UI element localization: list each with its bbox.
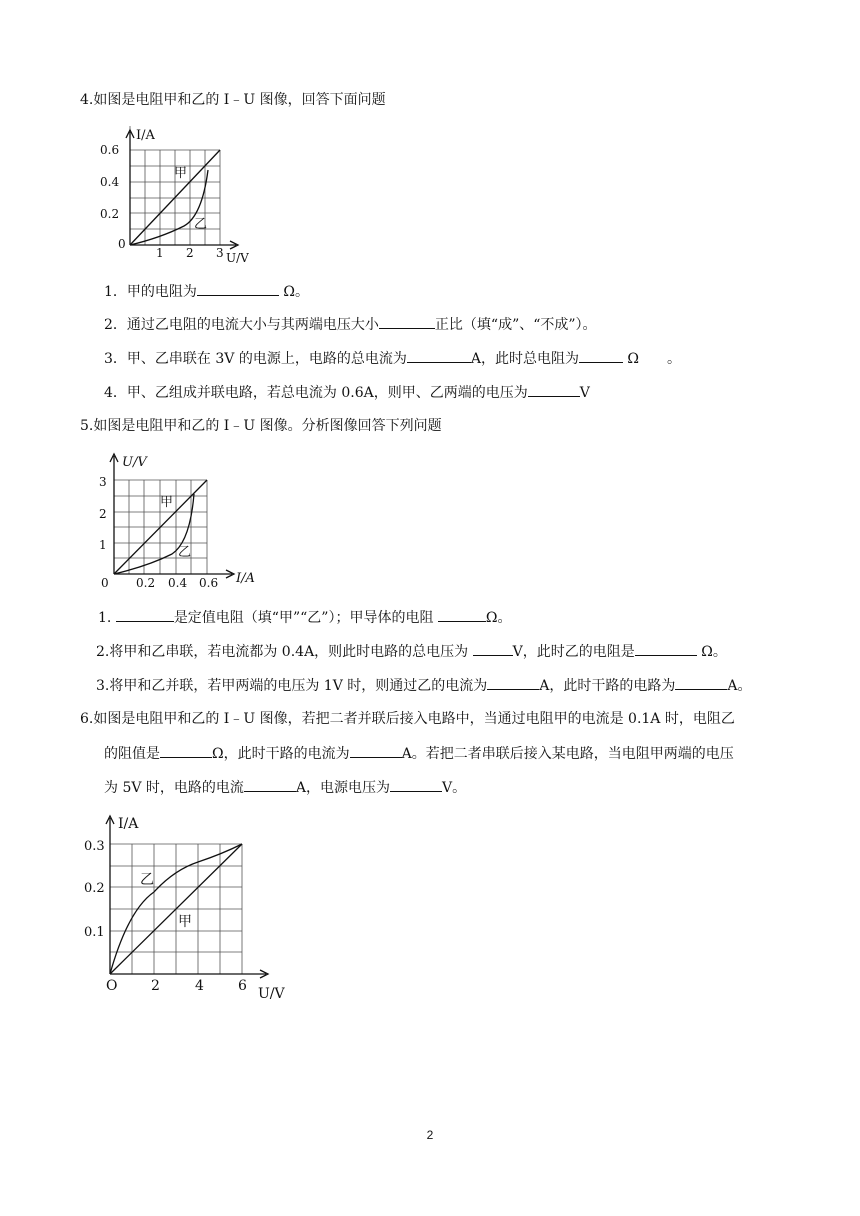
q6-line3-mid: A，电源电压为 xyxy=(295,780,391,796)
q5-sub2 xyxy=(96,641,727,662)
q5-xlabel: I/A xyxy=(236,571,255,586)
q6-ytick-2: 0.2 xyxy=(84,881,105,896)
q5-ytick-3: 1 xyxy=(99,538,107,552)
q4-label-yi: 乙 xyxy=(194,217,208,232)
q4-stem: 4.如图是电阻甲和乙的 I﹣U 图像，回答下面问题 xyxy=(80,92,386,108)
q5-xtick-3: 0.6 xyxy=(199,576,219,590)
q4-blank-2[interactable] xyxy=(379,314,435,329)
q4-xtick-1: 1 xyxy=(156,246,164,260)
q6-xtick-2: 4 xyxy=(195,978,204,994)
q6-ytick-3: 0.1 xyxy=(84,925,105,940)
q5-sub1-tail: Ω。 xyxy=(485,610,512,626)
q5-sub1-text: 1. xyxy=(98,610,116,626)
q4-blank-4[interactable] xyxy=(579,348,623,363)
q6-xlabel: U/V xyxy=(258,986,285,1002)
q5-origin: 0 xyxy=(101,576,109,590)
q4-xtick-2: 2 xyxy=(186,246,194,260)
q4-graph xyxy=(100,126,250,265)
q4-ytick-1: 0.6 xyxy=(100,143,120,157)
q5-graph xyxy=(98,450,258,588)
q6-xtick-1: 2 xyxy=(151,978,160,994)
q4-ylabel: I/A xyxy=(136,128,155,143)
q4-curve-yi xyxy=(130,170,208,245)
q4-sub2-tail: 正比（填“成”、“不成”）。 xyxy=(434,317,597,333)
q4-sub3-mid: A，此时总电阻为 xyxy=(470,351,579,367)
q5-sub2-tail: Ω。 xyxy=(696,644,727,660)
q6-blank-4[interactable] xyxy=(390,777,442,792)
q6-label-jia: 甲 xyxy=(178,914,192,930)
q5-ytick-1: 3 xyxy=(99,475,107,489)
q5-sub3-text: 3.将甲和乙并联，若甲两端的电压为 1V 时，则通过乙的电流为 xyxy=(96,678,488,694)
q5-sub1-mid: 是定值电阻（填“甲”“乙”）；甲导体的电阻 xyxy=(173,610,438,626)
q5-sub3-mid: A，此时干路的电路为 xyxy=(539,678,676,694)
q4-sub1 xyxy=(104,281,309,302)
q6-line2-mid: Ω，此时干路的电流为 xyxy=(212,746,350,762)
q6-blank-3[interactable] xyxy=(244,777,296,792)
q6-origin: O xyxy=(106,978,118,994)
q4-sub4-text: 4．甲、乙组成并联电路，若总电流为 0.6A，则甲、乙两端的电压为 xyxy=(104,385,528,401)
q4-xlabel: U/V xyxy=(226,251,249,265)
q5-ylabel: U/V xyxy=(122,455,147,470)
q6-xtick-3: 6 xyxy=(238,978,247,994)
q6-line3 xyxy=(104,777,466,798)
q5-blank-2[interactable] xyxy=(438,607,486,622)
q6-line3-tail: V。 xyxy=(442,780,467,796)
page-number: 2 xyxy=(426,1128,434,1142)
q6-line2-tail: A。若把二者串联后接入某电路，当电阻甲两端的电压 xyxy=(401,746,734,762)
q5-sub3 xyxy=(96,675,752,696)
q6-graph xyxy=(82,810,298,1000)
q6-line2 xyxy=(104,743,734,764)
q4-origin: 0 xyxy=(118,237,126,251)
q5-label-yi: 乙 xyxy=(178,545,192,560)
q4-sub3-tail: Ω 。 xyxy=(622,351,682,367)
q4-xtick-3: 3 xyxy=(216,246,224,260)
q4-sub2 xyxy=(104,314,597,335)
q5-blank-3[interactable] xyxy=(473,641,513,656)
q5-xtick-2: 0.4 xyxy=(168,576,188,590)
q4-ytick-2: 0.4 xyxy=(100,175,120,189)
q4-sub3 xyxy=(104,348,681,369)
q4-sub4-tail: V xyxy=(579,385,590,401)
q4-blank-3[interactable] xyxy=(407,348,471,363)
q4-sub1-text: 1．甲的电阻为 xyxy=(104,284,197,300)
q4-label-jia: 甲 xyxy=(174,166,188,181)
q5-stem: 5.如图是电阻甲和乙的 I﹣U 图像。分析图像回答下列问题 xyxy=(80,418,442,434)
q6-line3-text: 为 5V 时，电路的电流 xyxy=(104,780,244,796)
q6-label-yi: 乙 xyxy=(140,872,154,888)
q5-blank-1[interactable] xyxy=(116,607,174,622)
q6-line2-text: 的阻值是 xyxy=(104,746,160,762)
q6-ylabel: I/A xyxy=(118,816,139,832)
q5-sub1 xyxy=(98,607,512,628)
q6-ytick-1: 0.3 xyxy=(84,839,105,854)
q4-blank-1[interactable] xyxy=(197,281,279,296)
q5-ytick-2: 2 xyxy=(99,507,107,521)
q4-blank-5[interactable] xyxy=(528,382,580,397)
q5-sub2-text: 2.将甲和乙串联，若电流都为 0.4A，则此时电路的总电压为 xyxy=(96,644,473,660)
q4-sub3-text: 3．甲、乙串联在 3V 的电源上，电路的总电流为 xyxy=(104,351,407,367)
q4-sub1-tail: Ω。 xyxy=(278,284,309,300)
q4-ytick-3: 0.2 xyxy=(100,207,120,221)
q6-line1: 6.如图是电阻甲和乙的 I﹣U 图像，若把二者并联后接入电路中，当通过电阻甲的电流是 0.1A 时，电阻乙 xyxy=(80,711,735,727)
q4-sub4 xyxy=(104,382,590,403)
q5-blank-6[interactable] xyxy=(675,675,727,690)
q6-blank-2[interactable] xyxy=(350,743,402,758)
q5-blank-4[interactable] xyxy=(635,641,697,656)
q5-sub2-mid: V，此时乙的电阻是 xyxy=(512,644,635,660)
q5-blank-5[interactable] xyxy=(487,675,539,690)
q5-label-jia: 甲 xyxy=(160,495,174,510)
q4-sub2-text: 2．通过乙电阻的电流大小与其两端电压大小 xyxy=(104,317,379,333)
q5-sub3-tail: A。 xyxy=(727,678,752,694)
q5-xtick-1: 0.2 xyxy=(136,576,156,590)
q6-blank-1[interactable] xyxy=(160,743,212,758)
